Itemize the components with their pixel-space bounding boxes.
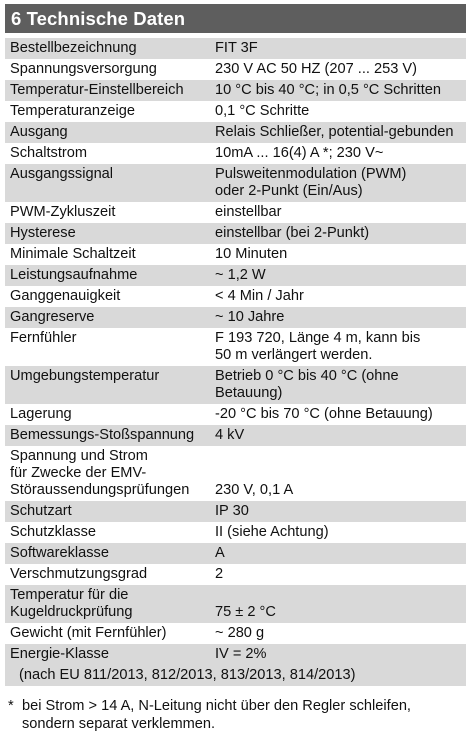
spec-value: Betrieb 0 °C bis 40 °C (ohne Betauung) [215, 367, 399, 401]
spec-value: < 4 Min / Jahr [215, 287, 304, 304]
spec-value: 10 °C bis 40 °C; in 0,5 °C Schritten [215, 81, 441, 98]
spec-value: F 193 720, Länge 4 m, kann bis 50 m verlängert werden. [215, 329, 421, 363]
spec-row [5, 501, 466, 522]
spec-row [5, 244, 466, 265]
spec-value: Relais Schließer, potential-gebunden [215, 123, 454, 140]
spec-label: Temperatur für die Kugeldruckprüfung [10, 586, 133, 620]
spec-value: einstellbar (bei 2-Punkt) [215, 224, 370, 241]
technical-data-page [5, 4, 466, 733]
spec-label: Spannung und Strom für Zwecke der EMV- Störaussendungsprüfungen [10, 447, 190, 498]
spec-value: 2 [215, 565, 224, 582]
spec-label: Spannungsversorgung [10, 60, 157, 77]
spec-value: ~ 1,2 W [215, 266, 266, 283]
spec-row [5, 164, 466, 202]
spec-label: Ganggenauigkeit [10, 287, 121, 304]
energy-class-note-row [5, 665, 466, 686]
spec-label: Gewicht (mit Fernfühler) [10, 624, 167, 641]
spec-label: Temperatur-Einstellbereich [10, 81, 184, 98]
spec-label: Schutzklasse [10, 523, 96, 540]
footnote-text: bei Strom > 14 A, N-Leitung nicht über den Regler schleifen, sondern separat verklemmen. [22, 698, 411, 732]
spec-row [5, 585, 466, 623]
spec-value: einstellbar [215, 203, 282, 220]
spec-value: 230 V, 0,1 A [215, 481, 294, 498]
spec-row [5, 328, 466, 366]
spec-row [5, 122, 466, 143]
spec-row [5, 202, 466, 223]
spec-value: 0,1 °C Schritte [215, 102, 310, 119]
spec-row [5, 307, 466, 328]
spec-row [5, 143, 466, 164]
spec-label: Schutzart [10, 502, 72, 519]
footnote [5, 698, 466, 733]
spec-row [5, 564, 466, 585]
spec-value: II (siehe Achtung) [215, 523, 329, 540]
spec-label: Temperaturanzeige [10, 102, 135, 119]
spec-label: Verschmutzungsgrad [10, 565, 148, 582]
spec-row [5, 543, 466, 564]
energy-class-note: (nach EU 811/2013, 812/2013, 813/2013, 814/2013) [19, 666, 356, 683]
spec-row [5, 425, 466, 446]
spec-label: Ausgangssignal [10, 165, 114, 182]
spec-row [5, 366, 466, 404]
spec-row [5, 404, 466, 425]
spec-row [5, 644, 466, 665]
spec-value: 230 V AC 50 HZ (207 ... 253 V) [215, 60, 417, 77]
spec-row [5, 80, 466, 101]
spec-value: A [215, 544, 225, 561]
spec-label: Hysterese [10, 224, 76, 241]
spec-row [5, 38, 466, 59]
spec-value: 4 kV [215, 426, 245, 443]
spec-value: ~ 10 Jahre [215, 308, 285, 325]
spec-label: Lagerung [10, 405, 72, 422]
spec-value: 75 ± 2 °C [215, 603, 276, 620]
spec-label: Ausgang [10, 123, 68, 140]
spec-value: IP 30 [215, 502, 249, 519]
spec-value: IV = 2% [215, 645, 267, 662]
spec-row [5, 101, 466, 122]
spec-value: -20 °C bis 70 °C (ohne Betauung) [215, 405, 433, 422]
spec-label: Bemessungs-Stoßspannung [10, 426, 195, 443]
spec-label: Bestellbezeichnung [10, 39, 137, 56]
spec-value: ~ 280 g [215, 624, 265, 641]
footnote-mark: * [8, 698, 14, 714]
spec-value: 10mA ... 16(4) A *; 230 V~ [215, 144, 384, 161]
spec-label: Umgebungstemperatur [10, 367, 160, 384]
section-title: 6 Technische Daten [5, 4, 466, 33]
spec-label: Softwareklasse [10, 544, 109, 561]
spec-label: Leistungsaufnahme [10, 266, 138, 283]
spec-value: Pulsweitenmodulation (PWM) oder 2-Punkt (Ein/Aus) [215, 165, 407, 199]
spec-label: PWM-Zykluszeit [10, 203, 116, 220]
spec-value: FIT 3F [215, 39, 258, 56]
spec-row [5, 446, 466, 501]
spec-label: Minimale Schaltzeit [10, 245, 136, 262]
spec-row [5, 522, 466, 543]
spec-table [5, 38, 466, 686]
spec-row [5, 223, 466, 244]
spec-label: Gangreserve [10, 308, 95, 325]
spec-row [5, 265, 466, 286]
spec-row [5, 59, 466, 80]
spec-label: Fernfühler [10, 329, 77, 346]
spec-label: Schaltstrom [10, 144, 88, 161]
spec-row [5, 286, 466, 307]
spec-row [5, 623, 466, 644]
spec-value: 10 Minuten [215, 245, 288, 262]
spec-label: Energie-Klasse [10, 645, 109, 662]
